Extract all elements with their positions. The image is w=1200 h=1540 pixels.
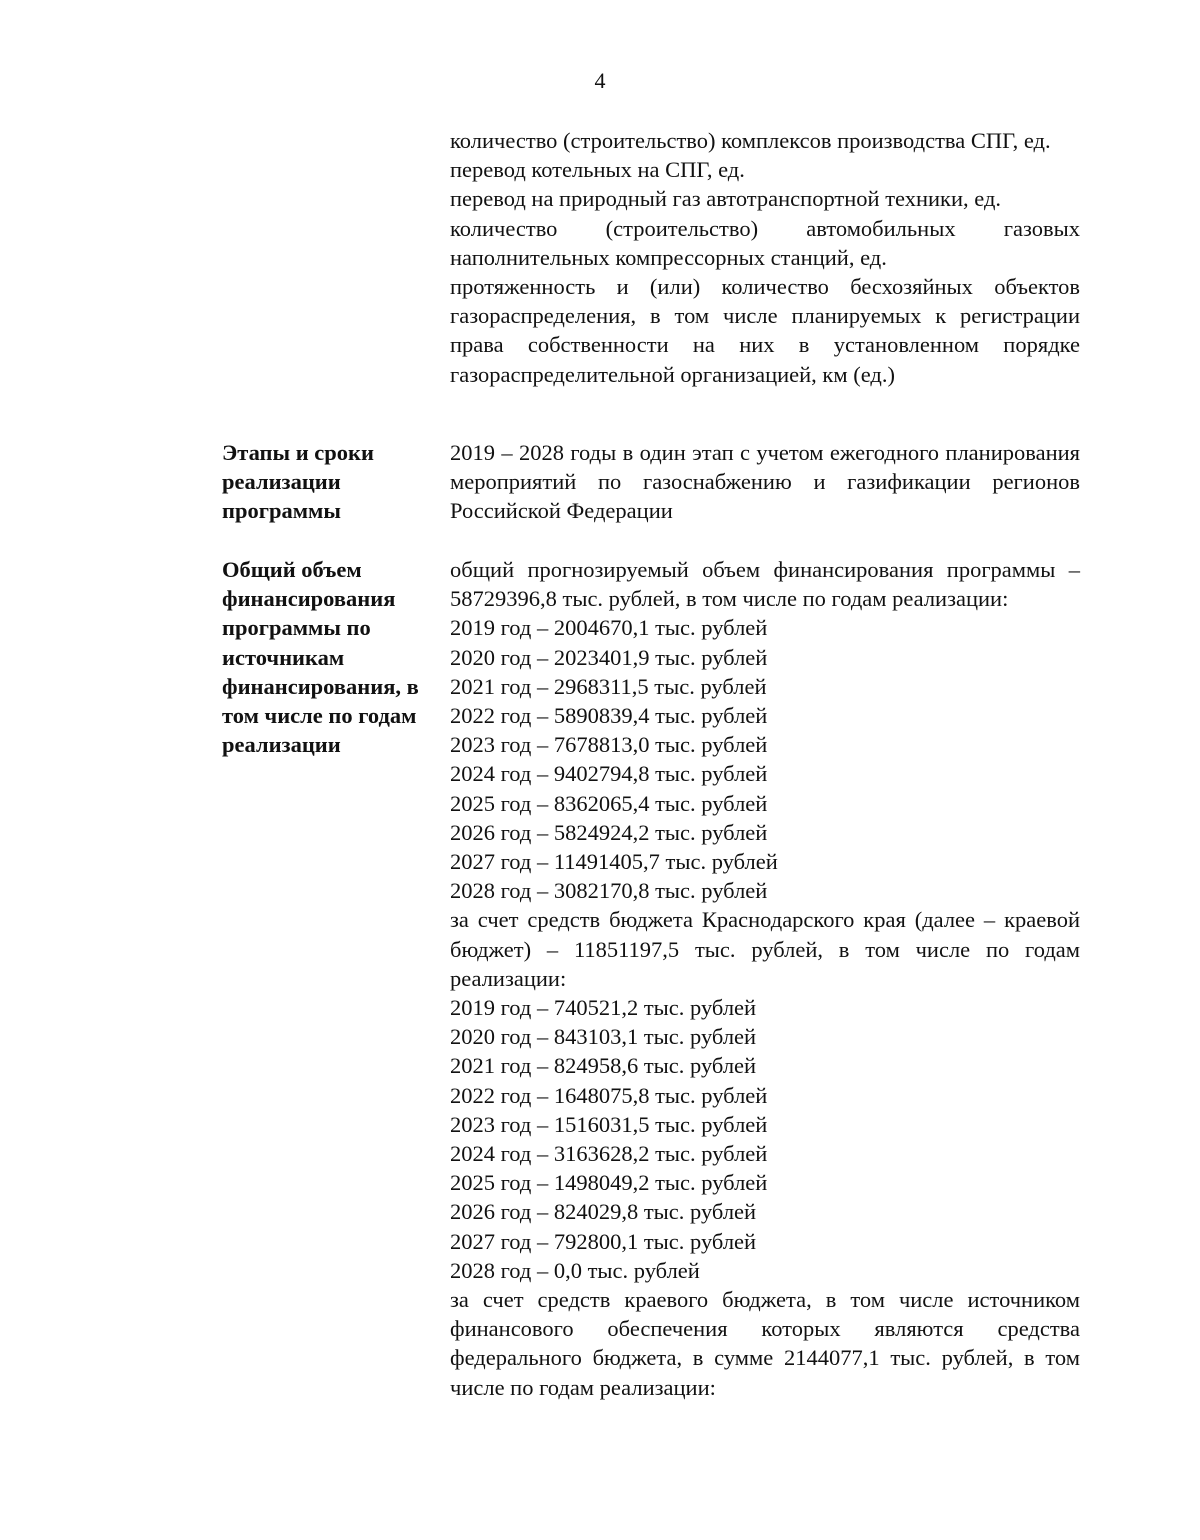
indicator-item: протяженность и (или) количество бесхозяйных объектов газораспределения, в том числе планируемых к регистрации права собственности на них в установленном порядке газораспределительной организацией, км (ед.) <box>450 274 1080 387</box>
financing-regional-year: 2022 год – 1648075,8 тыс. рублей <box>450 1082 768 1108</box>
financing-total-year: 2021 год – 2968311,5 тыс. рублей <box>450 673 767 699</box>
indicator-item: перевод на природный газ автотранспортной техники, ед. <box>450 186 1002 212</box>
stages-section <box>222 438 1080 526</box>
financing-total-year: 2025 год – 8362065,4 тыс. рублей <box>450 790 768 816</box>
financing-regional-year: 2021 год – 824958,6 тыс. рублей <box>450 1053 757 1079</box>
financing-label: Общий объем финансирования программы по источникам финансирования, в том числе по годам реализации <box>222 557 419 758</box>
financing-total-year: 2028 год – 3082170,8 тыс. рублей <box>450 878 768 904</box>
indicators-section <box>222 126 1080 389</box>
indicator-item: количество (строительство) комплексов производства СПГ, ед. <box>450 128 1051 153</box>
financing-total-year: 2019 год – 2004670,1 тыс. рублей <box>450 615 768 641</box>
financing-regional-year: 2028 год – 0,0 тыс. рублей <box>450 1257 700 1283</box>
financing-total-year: 2026 год – 5824924,2 тыс. рублей <box>450 819 768 845</box>
stages-value: 2019 – 2028 годы в один этап с учетом ежегодного планирования мероприятий по газоснабжению и газификации регионов Российской Федерации <box>450 440 1080 524</box>
financing-total-year: 2023 год – 7678813,0 тыс. рублей <box>450 732 768 758</box>
indicators-label-empty <box>222 126 450 389</box>
financing-regional-year: 2023 год – 1516031,5 тыс. рублей <box>450 1111 768 1137</box>
financing-regional-year: 2026 год – 824029,8 тыс. рублей <box>450 1199 757 1225</box>
financing-regional-year: 2025 год – 1498049,2 тыс. рублей <box>450 1170 768 1196</box>
financing-total-intro: общий прогнозируемый объем финансирования программы – 58729396,8 тыс. рублей, в том числе по годам реализации: <box>450 557 1080 612</box>
financing-federal-intro: за счет средств краевого бюджета, в том числе источником финансового обеспечения которых являются средства федерального бюджета, в сумме 2144077,1 тыс. рублей, в том числе по годам реализации: <box>450 1287 1080 1400</box>
financing-regional-intro: за счет средств бюджета Краснодарского края (далее – краевой бюджет) – 11851197,5 тыс. рублей, в том числе по годам реализации: <box>450 907 1080 991</box>
financing-section <box>222 555 1080 1402</box>
indicators-list <box>450 126 1080 389</box>
financing-total-year: 2020 год – 2023401,9 тыс. рублей <box>450 644 768 670</box>
financing-regional-year: 2020 год – 843103,1 тыс. рублей <box>450 1024 757 1050</box>
financing-value <box>450 555 1080 1402</box>
financing-total-year: 2022 год – 5890839,4 тыс. рублей <box>450 703 768 729</box>
indicator-item: количество (строительство) автомобильных газовых наполнительных компрессорных станций, ед. <box>450 215 1080 270</box>
financing-total-year: 2027 год – 11491405,7 тыс. рублей <box>450 849 778 875</box>
financing-total-year: 2024 год – 9402794,8 тыс. рублей <box>450 761 768 787</box>
page-number: 4 <box>594 68 606 93</box>
financing-regional-year: 2019 год – 740521,2 тыс. рублей <box>450 995 757 1021</box>
indicator-item: перевод котельных на СПГ, ед. <box>450 157 745 183</box>
financing-regional-year: 2027 год – 792800,1 тыс. рублей <box>450 1228 757 1254</box>
stages-label: Этапы и сроки реализации программы <box>222 440 374 524</box>
financing-regional-year: 2024 год – 3163628,2 тыс. рублей <box>450 1141 768 1167</box>
